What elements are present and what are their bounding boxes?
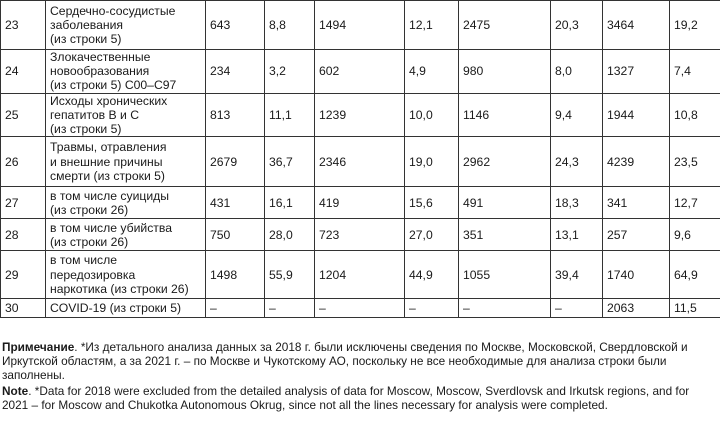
row-label-line: Исходы хронических — [50, 93, 168, 108]
cell-value: 24,3 — [551, 137, 603, 187]
row-label-line: COVID-19 (из строки 5) — [50, 301, 182, 316]
cell-value: 4239 — [603, 137, 670, 187]
cell-value: 341 — [603, 187, 670, 219]
cell-value: 1494 — [315, 1, 405, 50]
cell-value: 1944 — [603, 93, 670, 137]
cell-value: 2063 — [603, 299, 670, 318]
row-label-line: и внешние причины — [50, 154, 163, 169]
cell-value: – — [551, 299, 603, 318]
row-number: 26 — [1, 137, 46, 187]
row-label-line: заболевания — [50, 17, 123, 32]
cell-value: 1146 — [459, 93, 551, 137]
cell-value: 351 — [459, 219, 551, 251]
cell-value: 1204 — [315, 251, 405, 299]
row-label-line: Сердечно-сосудистые — [50, 3, 176, 18]
cell-value: – — [315, 299, 405, 318]
note-en-text: . *Data for 2018 were excluded from the detailed analysis of data for Moscow, Moscow, Sverdlovsk and Irkutsk regions, and for 2021 – for Moscow and Chukotka Autonomous Okrug, since not all the lines necessary for analysis were completed. — [2, 384, 690, 412]
row-number: 28 — [1, 219, 46, 251]
table-row — [1, 219, 720, 251]
cell-value: 3464 — [603, 1, 670, 50]
cell-value: 2475 — [459, 1, 551, 50]
cell-value: 723 — [315, 219, 405, 251]
table-row — [1, 251, 720, 299]
cell-value: 3,2 — [265, 50, 315, 94]
cell-value: 19,2 — [670, 1, 720, 50]
row-label-line: (из строки 5) С00–С97 — [50, 78, 177, 93]
row-number: 24 — [1, 50, 46, 94]
table-row — [1, 187, 720, 219]
note-ru-text: . *Из детального анализа данных за 2018 г. были исключены сведения по Москве, Московской, Свердловской и Иркутской областям, а за 2021 г. – по Москве и Чукотскому АО, поскольку не все необходимые для анализа строки были заполнены. — [2, 340, 688, 382]
cell-value: 16,1 — [265, 187, 315, 219]
row-number: 27 — [1, 187, 46, 219]
row-label-line: Злокачественные — [50, 50, 151, 64]
row-label — [46, 1, 206, 50]
cell-value: 12,7 — [670, 187, 720, 219]
cell-value: 602 — [315, 50, 405, 94]
cell-value: 8,0 — [551, 50, 603, 94]
row-label — [46, 93, 206, 137]
cell-value: 9,4 — [551, 93, 603, 137]
row-label — [46, 187, 206, 219]
row-label-line: (из строки 5) — [50, 32, 122, 47]
row-label-line: Травмы, отравления — [50, 140, 167, 155]
cell-value: 2346 — [315, 137, 405, 187]
table-row — [1, 50, 720, 94]
row-label — [46, 50, 206, 94]
table-row — [1, 1, 720, 50]
cell-value: 2962 — [459, 137, 551, 187]
table-row — [1, 93, 720, 137]
row-number: 29 — [1, 251, 46, 299]
row-label-line: в том числе — [50, 253, 117, 268]
row-label — [46, 299, 206, 318]
row-label — [46, 137, 206, 187]
cell-value: 643 — [206, 1, 265, 50]
note-russian — [2, 340, 718, 382]
row-label-line: гепатитов В и С — [50, 107, 140, 122]
table-note — [2, 340, 718, 412]
cell-value: 36,7 — [265, 137, 315, 187]
cell-value: – — [459, 299, 551, 318]
cell-value: 1498 — [206, 251, 265, 299]
row-number: 23 — [1, 1, 46, 50]
cell-value: 55,9 — [265, 251, 315, 299]
table-row — [1, 137, 720, 187]
cell-value: 750 — [206, 219, 265, 251]
cell-value: 1055 — [459, 251, 551, 299]
cell-value: 39,4 — [551, 251, 603, 299]
cell-value: 4,9 — [405, 50, 459, 94]
cell-value: 1740 — [603, 251, 670, 299]
table-row — [1, 299, 720, 318]
cell-value: 2679 — [206, 137, 265, 187]
row-label-line: (из строки 5) — [50, 122, 122, 137]
cell-value: 8,8 — [265, 1, 315, 50]
row-number: 25 — [1, 93, 46, 137]
cell-value: – — [405, 299, 459, 318]
cell-value: 13,1 — [551, 219, 603, 251]
cell-value: 20,3 — [551, 1, 603, 50]
cell-value: 1327 — [603, 50, 670, 94]
cell-value: 257 — [603, 219, 670, 251]
cell-value: 23,5 — [670, 137, 720, 187]
row-label-line: передозировка — [50, 267, 136, 282]
cell-value: 27,0 — [405, 219, 459, 251]
cell-value: 7,4 — [670, 50, 720, 94]
cell-value: 11,5 — [670, 299, 720, 318]
cell-value: 19,0 — [405, 137, 459, 187]
cell-value: 980 — [459, 50, 551, 94]
cell-value: 15,6 — [405, 187, 459, 219]
cell-value: 431 — [206, 187, 265, 219]
row-number: 30 — [1, 299, 46, 318]
row-label-line: в том числе суициды — [50, 188, 170, 203]
row-label-line: (из строки 26) — [50, 234, 129, 249]
cell-value: 10,0 — [405, 93, 459, 137]
row-label — [46, 219, 206, 251]
cell-value: 28,0 — [265, 219, 315, 251]
cell-value: 813 — [206, 93, 265, 137]
cell-value: 419 — [315, 187, 405, 219]
cell-value: 9,6 — [670, 219, 720, 251]
cell-value: – — [206, 299, 265, 318]
cell-value: 64,9 — [670, 251, 720, 299]
row-label-line: в том числе убийства — [50, 220, 172, 235]
row-label-line: новообразования — [50, 64, 150, 79]
cell-value: 491 — [459, 187, 551, 219]
cell-value: 11,1 — [265, 93, 315, 137]
cell-value: 12,1 — [405, 1, 459, 50]
cell-value: 10,8 — [670, 93, 720, 137]
row-label — [46, 251, 206, 299]
cell-value: 1239 — [315, 93, 405, 137]
cell-value: – — [265, 299, 315, 318]
note-ru-heading: Примечание — [2, 340, 75, 354]
note-en-heading: Note — [2, 384, 29, 398]
cell-value: 234 — [206, 50, 265, 94]
row-label-line: (из строки 26) — [50, 202, 129, 217]
cell-value: 18,3 — [551, 187, 603, 219]
note-english — [2, 384, 718, 412]
row-label-line: смерти (из строки 5) — [50, 168, 165, 183]
row-label-line: наркотика (из строки 26) — [50, 281, 189, 296]
cell-value: 44,9 — [405, 251, 459, 299]
